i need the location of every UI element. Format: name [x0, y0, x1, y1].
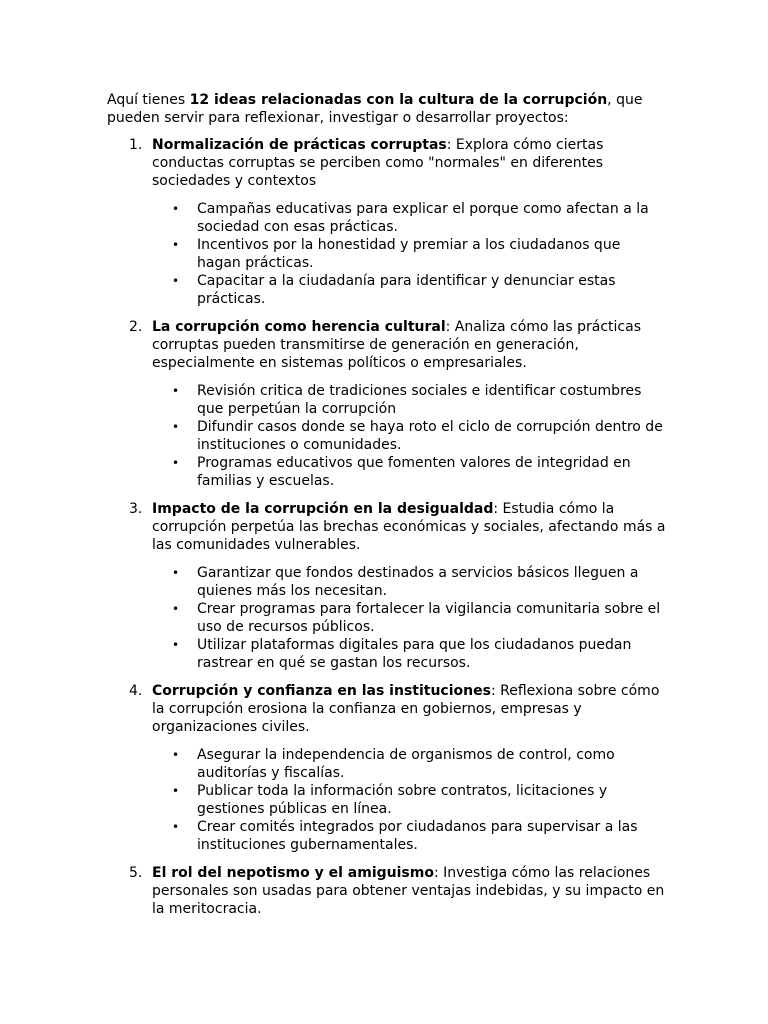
bullet-item	[152, 454, 667, 490]
idea-item	[107, 682, 667, 854]
idea-description: : Explora cómo ciertas conductas corruptas se perciben como "normales" en diferentes sociedades y contextos	[152, 137, 604, 189]
idea-title: Corrupción y confianza en las instituciones	[152, 683, 491, 699]
bullet-text: Garantizar que fondos destinados a servicios básicos lleguen a quienes más los necesitan.	[197, 565, 639, 599]
bullet-text: Difundir casos donde se haya roto el ciclo de corrupción dentro de instituciones o comunidades.	[197, 419, 663, 453]
bullet-icon: •	[172, 638, 180, 652]
ideas-list	[107, 136, 667, 918]
bullet-text: Incentivos por la honestidad y premiar a los ciudadanos que hagan prácticas.	[197, 237, 621, 271]
bullet-icon: •	[172, 784, 180, 798]
bullet-icon: •	[172, 456, 180, 470]
bullet-text: Crear comités integrados por ciudadanos para supervisar a las instituciones gubernamentales.	[197, 819, 638, 853]
idea-item	[107, 318, 667, 490]
idea-item	[107, 136, 667, 308]
document-page	[107, 91, 667, 928]
idea-number: 3.	[129, 501, 143, 517]
idea-paragraph	[152, 136, 667, 190]
idea-paragraph	[152, 682, 667, 736]
bullet-item	[152, 564, 667, 600]
bullet-icon: •	[172, 238, 180, 252]
idea-description: : Reflexiona sobre cómo la corrupción erosiona la confianza en gobiernos, empresas y organizaciones civiles.	[152, 683, 660, 735]
idea-description: : Estudia cómo la corrupción perpetúa las brechas económicas y sociales, afectando más a las comunidades vulnerables.	[152, 501, 666, 553]
bullet-icon: •	[172, 384, 180, 398]
idea-title: La corrupción como herencia cultural	[152, 319, 446, 335]
bullet-icon: •	[172, 274, 180, 288]
bullet-text: Revisión critica de tradiciones sociales e identificar costumbres que perpetúan la corrupción	[197, 383, 642, 417]
idea-bullet-list	[152, 200, 667, 308]
bullet-text: Publicar toda la información sobre contratos, licitaciones y gestiones públicas en línea.	[197, 783, 608, 817]
idea-description: : Investiga cómo las relaciones personales son usadas para obtener ventajas indebidas, y su impacto en la meritocracia.	[152, 865, 665, 917]
idea-bullet-list	[152, 564, 667, 672]
bullet-item	[152, 200, 667, 236]
bullet-item	[152, 782, 667, 818]
bullet-text: Utilizar plataformas digitales para que los ciudadanos puedan rastrear en qué se gastan los recursos.	[197, 637, 632, 671]
idea-bullet-list	[152, 382, 667, 490]
idea-number: 5.	[129, 865, 143, 881]
idea-paragraph	[152, 318, 667, 372]
intro-paragraph	[107, 91, 667, 127]
bullet-item	[152, 746, 667, 782]
idea-number: 1.	[129, 137, 143, 153]
bullet-text: Capacitar a la ciudadanía para identificar y denunciar estas prácticas.	[197, 273, 616, 307]
bullet-text: Crear programas para fortalecer la vigilancia comunitaria sobre el uso de recursos públicos.	[197, 601, 661, 635]
idea-item	[107, 864, 667, 918]
bullet-icon: •	[172, 748, 180, 762]
idea-number: 2.	[129, 319, 143, 335]
idea-paragraph	[152, 500, 667, 554]
bullet-icon: •	[172, 566, 180, 580]
bullet-text: Asegurar la independencia de organismos de control, como auditorías y fiscalías.	[197, 747, 615, 781]
bullet-icon: •	[172, 420, 180, 434]
intro-text-before: Aquí tienes	[107, 92, 190, 108]
bullet-item	[152, 600, 667, 636]
idea-title: Normalización de prácticas corruptas	[152, 137, 447, 153]
bullet-item	[152, 236, 667, 272]
intro-text-after: , que pueden servir para reflexionar, investigar o desarrollar proyectos:	[107, 92, 643, 126]
bullet-icon: •	[172, 202, 180, 216]
intro-bold-text: 12 ideas relacionadas con la cultura de la corrupción	[189, 92, 608, 108]
bullet-icon: •	[172, 820, 180, 834]
bullet-text: Campañas educativas para explicar el porque como afectan a la sociedad con esas prácticas.	[197, 201, 649, 235]
bullet-icon: •	[172, 602, 180, 616]
idea-paragraph	[152, 864, 667, 918]
bullet-item	[152, 382, 667, 418]
bullet-item	[152, 636, 667, 672]
idea-title: Impacto de la corrupción en la desigualdad	[152, 501, 494, 517]
idea-number: 4.	[129, 683, 143, 699]
idea-bullet-list	[152, 746, 667, 854]
bullet-text: Programas educativos que fomenten valores de integridad en familias y escuelas.	[197, 455, 631, 489]
bullet-item	[152, 418, 667, 454]
idea-item	[107, 500, 667, 672]
idea-description: : Analiza cómo las prácticas corruptas pueden transmitirse de generación en generación, especialmente en sistemas políticos o empresariales.	[152, 319, 641, 371]
bullet-item	[152, 272, 667, 308]
bullet-item	[152, 818, 667, 854]
idea-title: El rol del nepotismo y el amiguismo	[152, 865, 434, 881]
